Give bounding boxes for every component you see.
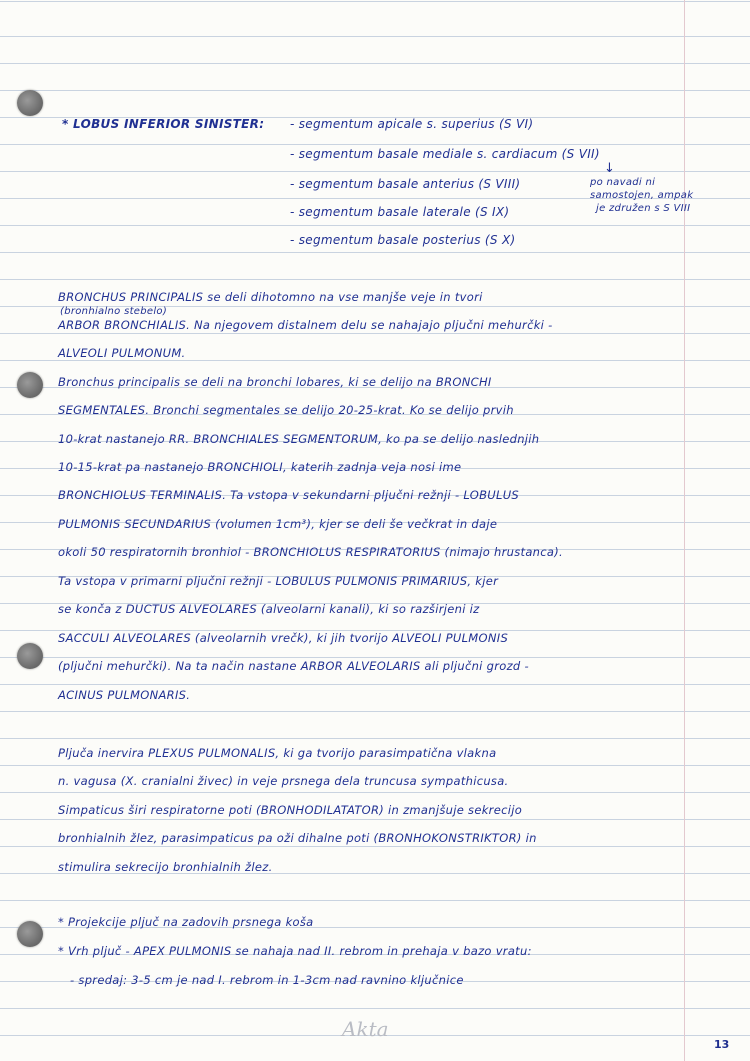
segment-note: je združen s S VIII: [596, 203, 691, 214]
punch-hole-bottom: [17, 921, 43, 947]
segment-line: - segmentum apicale s. superius (S VI): [290, 117, 534, 131]
text-line: - spredaj: 3-5 cm je nad I. rebrom in 1-3cm nad ravnino ključnice: [70, 973, 464, 987]
text-line: SACCULI ALVEOLARES (alveolarnih vrečk), ki jih tvorijo ALVEOLI PULMONIS: [58, 631, 509, 645]
segment-line: - segmentum basale posterius (S X): [290, 233, 516, 247]
text-line: okoli 50 respiratornih bronhiol - BRONCHIOLUS RESPIRATORIUS (nimajo hrustanca).: [58, 545, 563, 559]
lobus-title: * LOBUS INFERIOR SINISTER:: [62, 117, 265, 131]
text-line: se konča z DUCTUS ALVEOLARES (alveolarni kanali), ki so razširjeni iz: [58, 602, 480, 616]
text-line: 10-krat nastanejo RR. BRONCHIALES SEGMENTORUM, ko pa se delijo naslednjih: [58, 432, 540, 446]
text-line-annotation: (bronhialno stebelo): [60, 306, 168, 317]
text-line: Pljuča inervira PLEXUS PULMONALIS, ki ga tvorijo parasimpatična vlakna: [58, 746, 497, 760]
text-line: ARBOR BRONCHIALIS. Na njegovem distalnem delu se nahajajo pljučni mehurčki -: [58, 318, 553, 332]
text-line: PULMONIS SECUNDARIUS (volumen 1cm³), kjer se deli še večkrat in daje: [58, 517, 498, 531]
segment-line: - segmentum basale mediale s. cardiacum (S VII): [290, 147, 600, 161]
margin-line: [684, 0, 685, 1061]
text-line: BRONCHUS PRINCIPALIS se deli dihotomno na vse manjše veje in tvori: [58, 290, 483, 304]
punch-hole-middle: [17, 372, 43, 398]
punch-hole-top: [17, 90, 43, 116]
segment-note: samostojen, ampak: [590, 190, 694, 201]
text-line: BRONCHIOLUS TERMINALIS. Ta vstopa v sekundarni pljučni režnji - LOBULUS: [58, 488, 520, 502]
page-number: 13: [714, 1038, 730, 1051]
segment-note: po navadi ni: [590, 177, 656, 188]
down-arrow-icon: ↓: [604, 161, 615, 176]
text-line: Bronchus principalis se deli na bronchi lobares, ki se delijo na BRONCHI: [58, 375, 492, 389]
text-line: stimulira sekrecijo bronhialnih žlez.: [58, 860, 273, 874]
text-line: ACINUS PULMONARIS.: [58, 688, 191, 702]
text-line: (pljučni mehurčki). Na ta način nastane ARBOR ALVEOLARIS ali pljučni grozd -: [58, 659, 529, 673]
segment-line: - segmentum basale anterius (S VIII): [290, 177, 521, 191]
text-line: Simpaticus širi respiratorne poti (BRONHODILATATOR) in zmanjšuje sekrecijo: [58, 803, 523, 817]
text-line: 10-15-krat pa nastanejo BRONCHIOLI, katerih zadnja veja nosi ime: [58, 460, 462, 474]
notebook-brand-logo: Akta: [342, 1017, 389, 1041]
text-line: SEGMENTALES. Bronchi segmentales se delijo 20-25-krat. Ko se delijo prvih: [58, 403, 514, 417]
text-line: * Vrh pljuč - APEX PULMONIS se nahaja nad II. rebrom in prehaja v bazo vratu:: [58, 944, 532, 958]
segment-line: - segmentum basale laterale (S IX): [290, 205, 510, 219]
punch-hole-lower: [17, 643, 43, 669]
text-line: ALVEOLI PULMONUM.: [58, 346, 186, 360]
text-line: * Projekcije pljuč na zadovih prsnega koša: [58, 915, 314, 929]
text-line: bronhialnih žlez, parasimpaticus pa oži dihalne poti (BRONHOKONSTRIKTOR) in: [58, 831, 537, 845]
text-line: Ta vstopa v primarni pljučni režnji - LOBULUS PULMONIS PRIMARIUS, kjer: [58, 574, 499, 588]
text-line: n. vagusa (X. cranialni živec) in veje prsnega dela truncusa sympathicusa.: [58, 774, 509, 788]
